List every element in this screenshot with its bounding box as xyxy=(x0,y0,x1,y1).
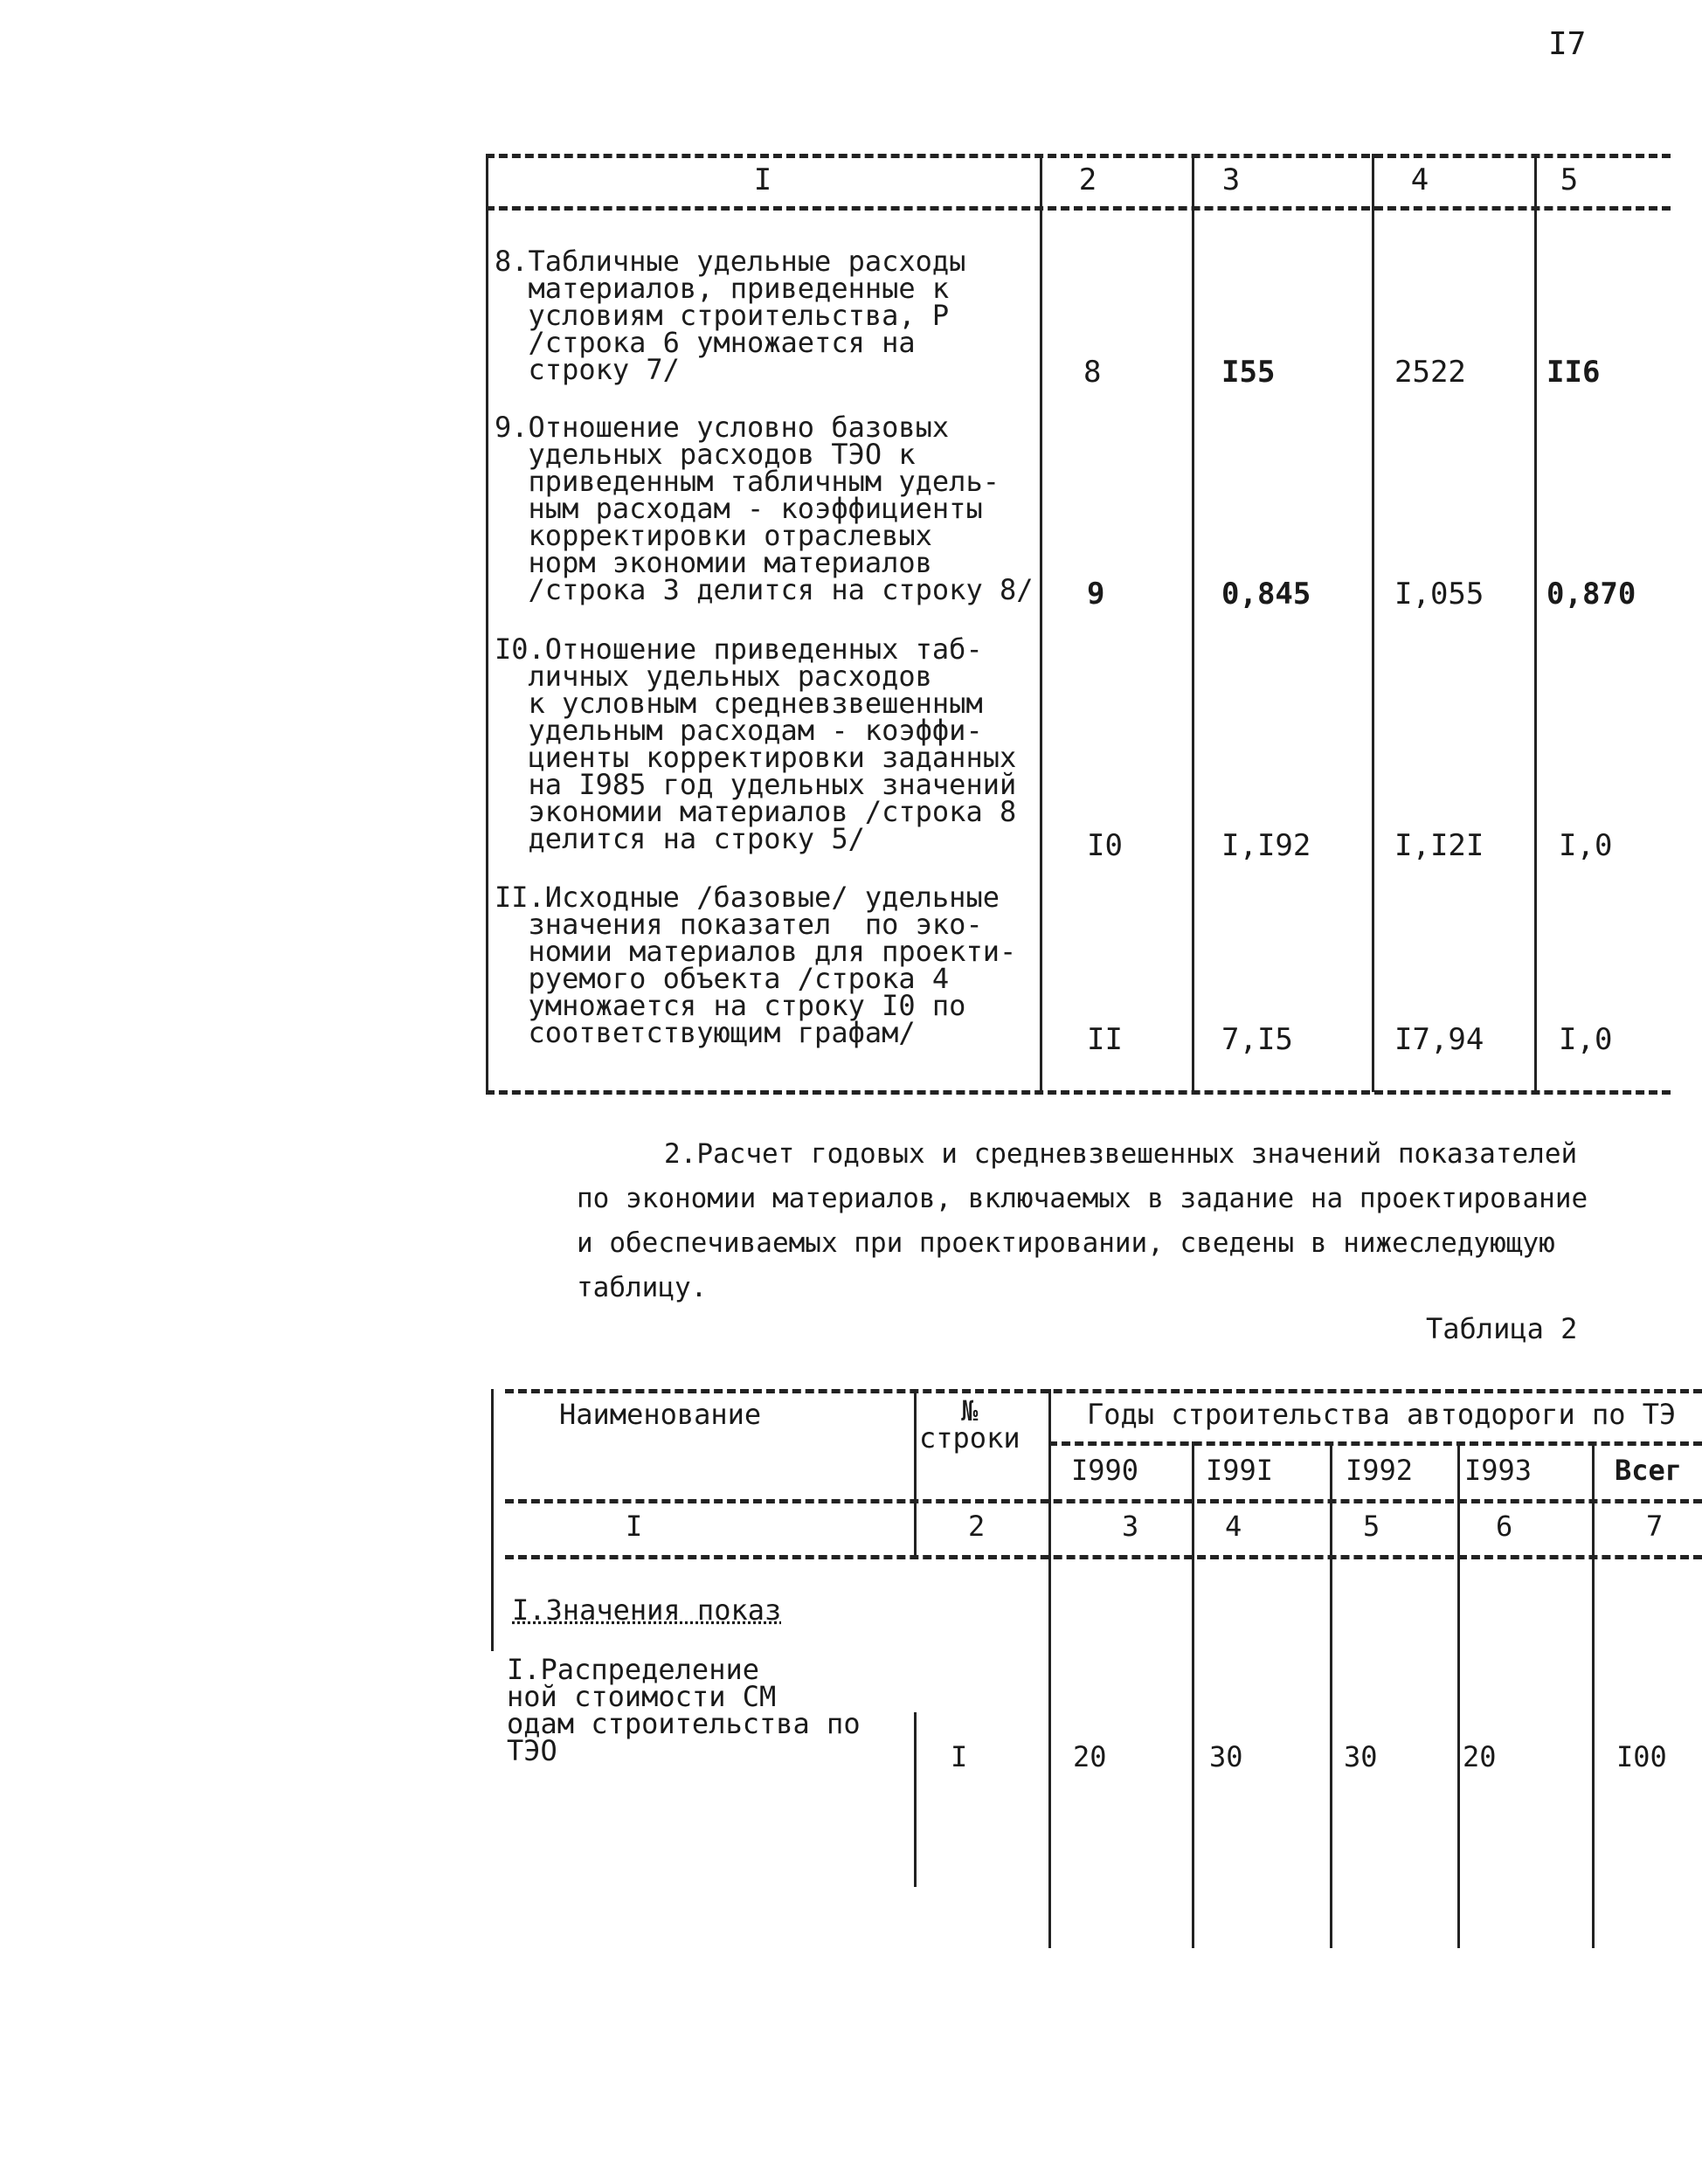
table1-row-9-col4: I,055 xyxy=(1394,577,1484,612)
table2-vline-6 xyxy=(1592,1441,1595,1948)
table1-row-8-col5: II6 xyxy=(1546,355,1601,390)
table2-row1-1990: 20 xyxy=(1073,1740,1107,1773)
table2-year-total: Всег xyxy=(1615,1454,1683,1487)
table1-top-rule xyxy=(486,154,1671,158)
table2-year-1990: I990 xyxy=(1071,1454,1139,1487)
table2-colnum-2: 2 xyxy=(968,1510,986,1543)
table2-header-rule xyxy=(505,1499,1702,1503)
table2-top-rule xyxy=(505,1389,1702,1393)
table2-colnum-1: I xyxy=(626,1510,643,1543)
table2-vline-1b xyxy=(914,1712,917,1887)
table1-header-col4: 4 xyxy=(1410,162,1429,197)
table1-vline-4 xyxy=(1534,154,1537,1092)
table2-row1-1992: 30 xyxy=(1344,1740,1378,1773)
table2-header-name: Наименование xyxy=(559,1398,762,1431)
table2-vline-2 xyxy=(1048,1389,1051,1948)
table2-row1-1993: 20 xyxy=(1463,1740,1497,1773)
table1-header-col2: 2 xyxy=(1078,162,1097,197)
table1-vline-2 xyxy=(1192,154,1194,1092)
table2-colnum-6: 6 xyxy=(1496,1510,1513,1543)
table2-caption: Таблица 2 xyxy=(1426,1312,1578,1345)
table2-vline-1 xyxy=(914,1389,917,1555)
table1-row-10-text: I0.Отношение приведенных таб- личных удельных расходов к условным средневзвешенным удельным расходам - коэффи- циенты корректировки заданных на I985 год удельных значений экономии материалов /строка 8 делится на строку 5/ xyxy=(495,632,1017,855)
table1-row-10-col5: I,0 xyxy=(1559,828,1613,863)
table1-row-11-col5: I,0 xyxy=(1559,1022,1613,1057)
paragraph-line-3: и обеспечиваемых при проектировании, сведены в нижеследующую xyxy=(577,1227,1555,1259)
table1-row-9-col3: 0,845 xyxy=(1221,577,1311,612)
table2-vline-3 xyxy=(1192,1441,1194,1948)
table2-vline-0 xyxy=(491,1389,494,1651)
table1-row-10-col3: I,I92 xyxy=(1221,828,1311,863)
table1-row-9-num: 9 xyxy=(1087,577,1105,612)
table1-row-10-col4: I,I2I xyxy=(1394,828,1484,863)
table2-year-1992: I992 xyxy=(1346,1454,1414,1487)
body-paragraph xyxy=(577,1132,1651,1310)
table1-bottom-rule xyxy=(486,1090,1671,1095)
table1-row-9-text: 9.Отношение условно базовых удельных расходов ТЭО к приведенным табличным удель- ным расходам - коэффициенты корректировки отраслевых норм экономии материалов /строка 3 делится на строку 8/ xyxy=(495,411,1034,606)
table2-header-row: № строки xyxy=(919,1394,1021,1455)
page-number: I7 xyxy=(1548,26,1587,62)
table2-section-title: I.Значения показ xyxy=(512,1593,782,1627)
table1-row-8-text: 8.Табличные удельные расходы материалов, приведенные к условиям строительства, Р /строка 6 умножается на строку 7/ xyxy=(495,245,966,386)
table1-vline-0 xyxy=(486,154,488,1092)
table2-row1-1991: 30 xyxy=(1209,1740,1243,1773)
table1-row-10-num: I0 xyxy=(1087,828,1123,863)
table2-vline-4 xyxy=(1330,1441,1332,1948)
table1-row-11-num: II xyxy=(1087,1022,1123,1057)
table2-years-rule xyxy=(1048,1441,1702,1446)
table1-row-11-col3: 7,I5 xyxy=(1221,1022,1293,1057)
table2-colnum-4: 4 xyxy=(1225,1510,1242,1543)
table1-vline-3 xyxy=(1372,154,1374,1092)
table2-year-1991: I99I xyxy=(1206,1454,1274,1487)
table2-year-1993: I993 xyxy=(1464,1454,1532,1487)
table2-row1-total: I00 xyxy=(1616,1740,1667,1773)
table2-row1-text: I.Распределение ной стоимости СМ одам строительства по ТЭО xyxy=(507,1653,861,1767)
table1-row-8-num: 8 xyxy=(1083,355,1102,390)
table1-row-8-col3: I55 xyxy=(1221,355,1276,390)
table1-header-rule xyxy=(486,206,1671,211)
table2-vline-5 xyxy=(1457,1441,1460,1948)
table2-row1-num: I xyxy=(951,1740,968,1773)
table1-header-col3: 3 xyxy=(1221,162,1241,197)
paragraph-line-4: таблицу. xyxy=(577,1272,708,1303)
table1-header-col1: I xyxy=(753,162,772,197)
paragraph-line-2: по экономии материалов, включаемых в задание на проектирование xyxy=(577,1183,1588,1214)
table2-colnum-7: 7 xyxy=(1646,1510,1664,1543)
table1-header-col5: 5 xyxy=(1560,162,1579,197)
table2-colnum-5: 5 xyxy=(1363,1510,1380,1543)
table2-colnum-3: 3 xyxy=(1122,1510,1139,1543)
table1-row-11-text: II.Исходные /базовые/ удельные значения показател по эко- номии материалов для проекти- руемого объекта /строка 4 умножается на строку I0 по соответствующим графам/ xyxy=(495,881,1017,1049)
paragraph-line-1: 2.Расчет годовых и средневзвешенных значений показателей xyxy=(664,1138,1578,1170)
table1-row-9-col5: 0,870 xyxy=(1546,577,1636,612)
table1-row-8-col4: 2522 xyxy=(1394,355,1466,390)
table1-row-11-col4: I7,94 xyxy=(1394,1022,1484,1057)
table2-number-rule xyxy=(505,1555,1702,1559)
table2-header-years: Годы строительства автодороги по ТЭ xyxy=(1087,1398,1677,1431)
